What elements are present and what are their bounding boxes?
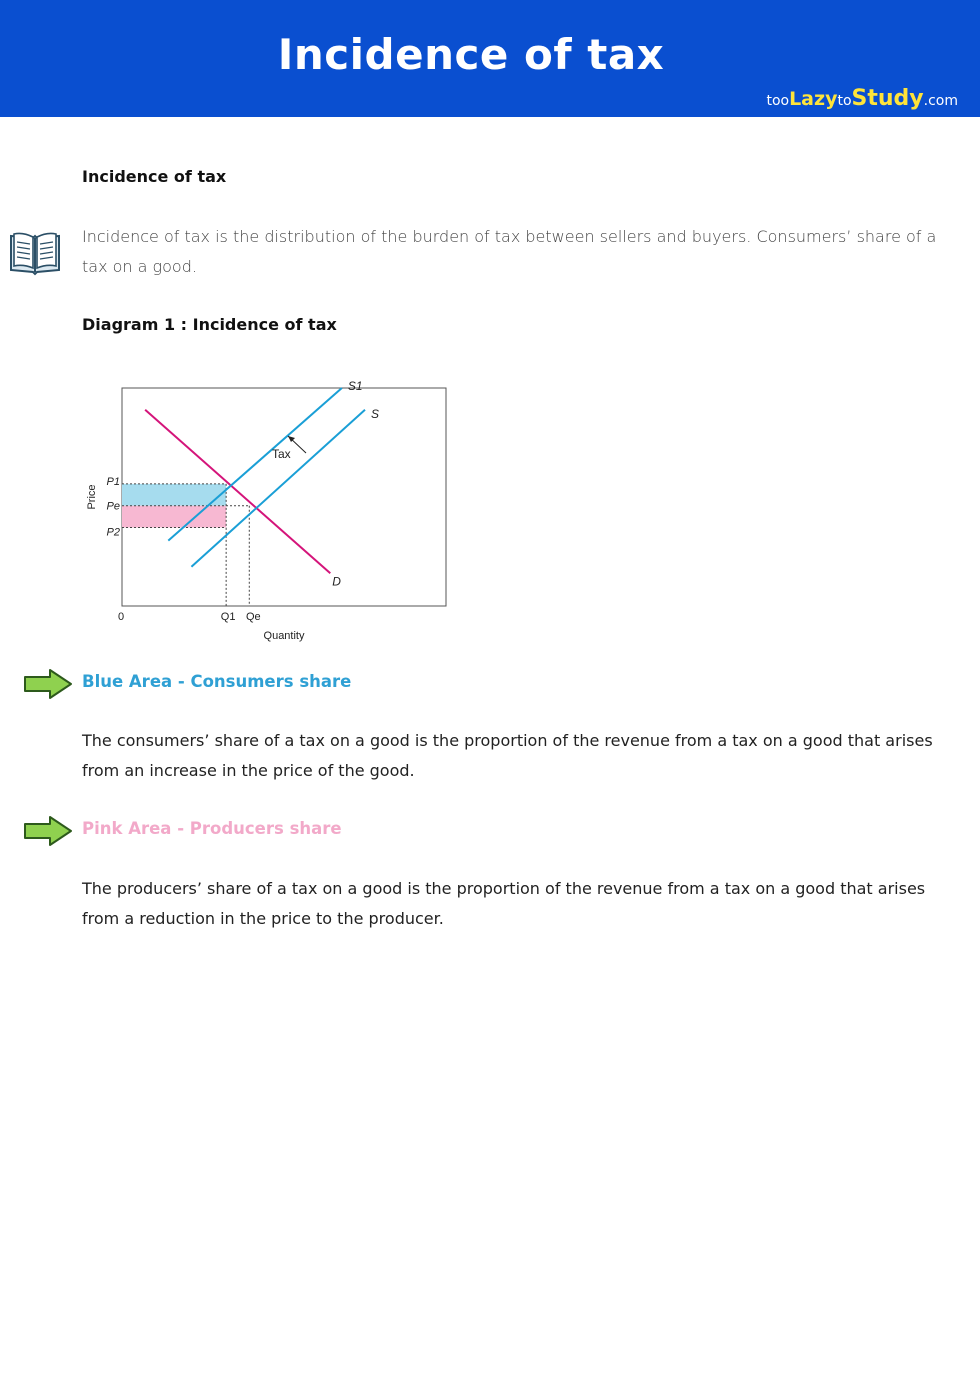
section-heading: Incidence of tax <box>82 167 227 186</box>
diagram-title: Diagram 1 : Incidence of tax <box>82 315 337 334</box>
y-axis-label: Price <box>86 484 98 510</box>
brand-logo: tooLazytoStudy.com <box>766 86 958 111</box>
label-s1: S1 <box>347 380 363 393</box>
origin-label: 0 <box>118 611 125 623</box>
right-arrow-icon <box>22 667 74 701</box>
label-tax: Tax <box>272 447 291 461</box>
definition-text: Incidence of tax is the distribution of the burden of tax between sellers and buyers. Consumers’ share of a tax on a good. <box>82 227 937 276</box>
tick-pe: Pe <box>106 500 120 513</box>
producers-share-text: The producers’ share of a tax on a good is the proportion of the revenue from a tax on a good that arises from a reduction in the price to the producer. <box>82 879 926 928</box>
producers-share-area <box>122 506 226 528</box>
page-title: Incidence of tax <box>277 30 665 79</box>
tick-p1: P1 <box>106 475 120 488</box>
label-s: S <box>371 406 380 421</box>
supply-after-tax-curve <box>168 388 342 541</box>
incidence-chart <box>82 380 462 650</box>
pink-area-heading: Pink Area - Producers share <box>82 819 342 838</box>
label-d: D <box>332 574 341 589</box>
tick-q1: Q1 <box>220 611 236 623</box>
blue-area-heading: Blue Area - Consumers share <box>82 672 352 691</box>
tick-qe: Qe <box>245 611 261 623</box>
tick-p2: P2 <box>106 526 120 539</box>
x-axis-label: Quantity <box>263 630 305 642</box>
header-banner <box>0 0 980 117</box>
book-icon <box>8 230 62 276</box>
right-arrow-icon <box>22 814 74 848</box>
consumers-share-text: The consumers’ share of a tax on a good is the proportion of the revenue from a tax on a good that arises from an increase in the price of the good. <box>82 731 933 780</box>
